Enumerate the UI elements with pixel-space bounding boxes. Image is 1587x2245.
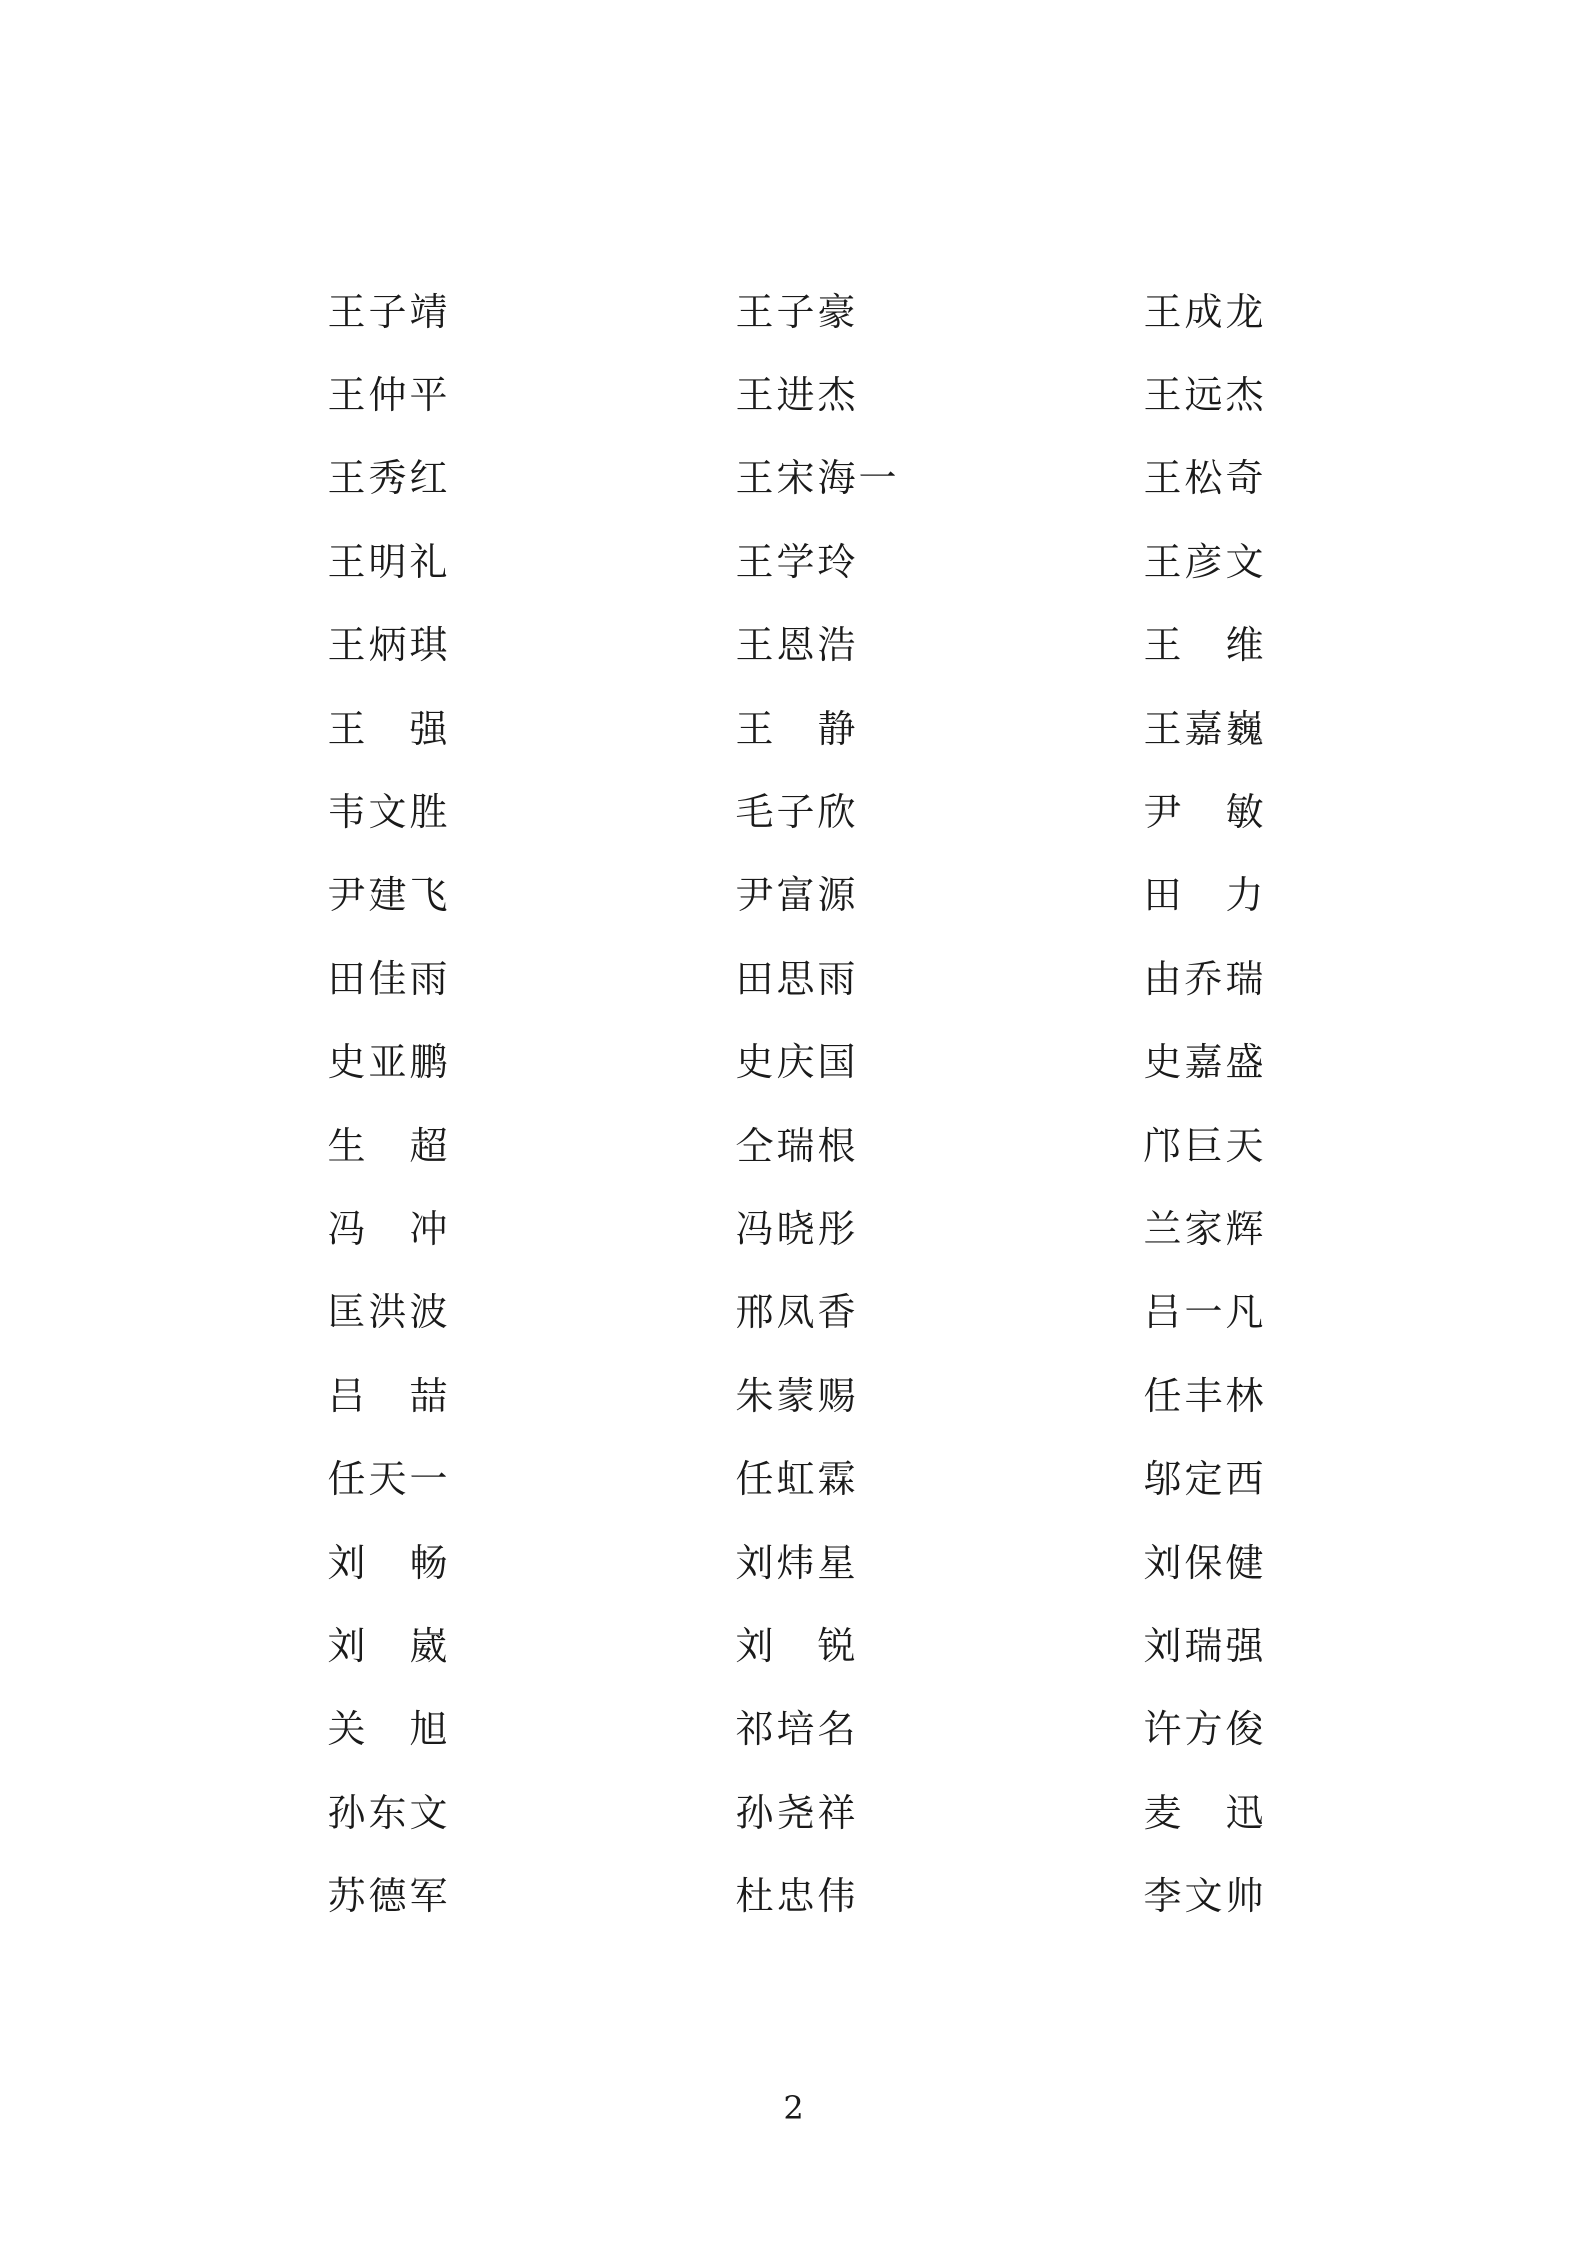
name-entry: 王 子 靖 xyxy=(327,289,448,334)
name-entry: 王 维 xyxy=(1143,623,1264,668)
name-entry: 邬 定 西 xyxy=(1143,1457,1264,1502)
name-entry: 刘 锐 xyxy=(735,1623,856,1668)
name-entry: 吕 一 凡 xyxy=(1143,1290,1264,1335)
name-entry: 韦 文 胜 xyxy=(327,790,448,835)
name-entry: 王 仲 平 xyxy=(327,373,448,418)
name-entry: 匡 洪 波 xyxy=(327,1290,448,1335)
name-entry: 尹 敏 xyxy=(1143,790,1264,835)
name-entry: 生 超 xyxy=(327,1123,448,1168)
name-entry: 毛 子 欣 xyxy=(735,790,856,835)
name-entry: 史 庆 国 xyxy=(735,1040,856,1085)
name-entry: 吕 喆 xyxy=(327,1373,448,1418)
name-entry: 刘 保 健 xyxy=(1143,1540,1264,1585)
name-entry: 刘 畅 xyxy=(327,1540,448,1585)
name-entry: 许 方 俊 xyxy=(1143,1707,1264,1752)
name-entry: 祁 培 名 xyxy=(735,1707,856,1752)
name-entry: 麦 迅 xyxy=(1143,1790,1264,1835)
name-entry: 孙 东 文 xyxy=(327,1790,448,1835)
name-entry: 孙 尧 祥 xyxy=(735,1790,856,1835)
name-entry: 任 天 一 xyxy=(327,1457,448,1502)
page-number: 2 xyxy=(783,2089,804,2127)
name-entry: 王 子 豪 xyxy=(735,289,856,334)
name-entry: 田 力 xyxy=(1143,873,1264,918)
name-entry: 冯 冲 xyxy=(327,1206,448,1251)
name-entry: 王 明 礼 xyxy=(327,539,448,584)
name-entry: 史 嘉 盛 xyxy=(1143,1040,1264,1085)
name-entry: 王 成 龙 xyxy=(1143,289,1264,334)
name-entry: 关 旭 xyxy=(327,1707,448,1752)
name-entry: 王 恩 浩 xyxy=(735,623,856,668)
name-entry: 王 彦 文 xyxy=(1143,539,1264,584)
name-entry: 王 炳 琪 xyxy=(327,623,448,668)
name-entry: 王 进 杰 xyxy=(735,373,856,418)
name-entry: 王 松 奇 xyxy=(1143,456,1264,501)
name-entry: 冯 晓 彤 xyxy=(735,1206,856,1251)
name-entry: 王 学 玲 xyxy=(735,539,856,584)
name-entry: 王 嘉 巍 xyxy=(1143,706,1264,751)
name-entry: 王 远 杰 xyxy=(1143,373,1264,418)
name-entry: 刘 炜 星 xyxy=(735,1540,856,1585)
name-entry: 邝 巨 天 xyxy=(1143,1123,1264,1168)
name-entry: 田 佳 雨 xyxy=(327,956,448,1001)
name-entry: 邢 凤 香 xyxy=(735,1290,856,1335)
name-entry: 王 静 xyxy=(735,706,856,751)
name-entry: 仝 瑞 根 xyxy=(735,1123,856,1168)
name-entry: 任 丰 林 xyxy=(1143,1373,1264,1418)
name-entry: 李 文 帅 xyxy=(1143,1874,1264,1919)
name-entry: 尹 富 源 xyxy=(735,873,856,918)
name-entry: 田 思 雨 xyxy=(735,956,856,1001)
name-entry: 朱 蒙 赐 xyxy=(735,1373,856,1418)
name-entry: 尹 建 飞 xyxy=(327,873,448,918)
name-entry: 兰 家 辉 xyxy=(1143,1206,1264,1251)
name-entry: 王 秀 红 xyxy=(327,456,448,501)
name-entry: 刘 瑞 强 xyxy=(1143,1623,1264,1668)
name-entry: 任 虹 霖 xyxy=(735,1457,856,1502)
name-entry: 史 亚 鹏 xyxy=(327,1040,448,1085)
name-list xyxy=(326,270,1266,1938)
name-entry: 苏 德 军 xyxy=(327,1874,448,1919)
name-entry: 王 强 xyxy=(327,706,448,751)
name-entry: 杜 忠 伟 xyxy=(735,1874,856,1919)
name-entry: 王 宋 海 一 xyxy=(735,456,897,501)
name-entry: 刘 崴 xyxy=(327,1623,448,1668)
name-entry: 由 乔 瑞 xyxy=(1143,956,1264,1001)
